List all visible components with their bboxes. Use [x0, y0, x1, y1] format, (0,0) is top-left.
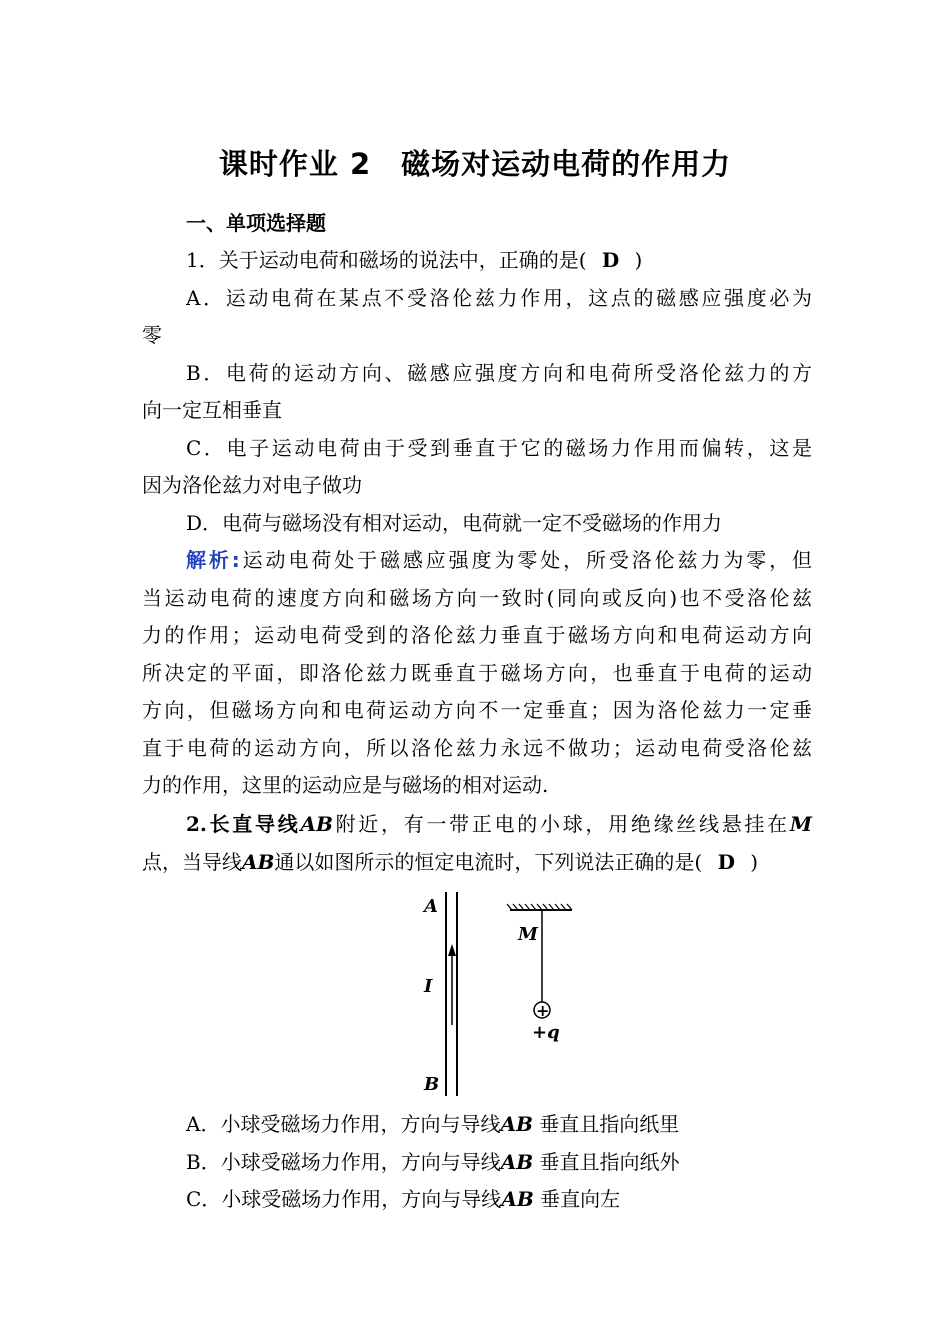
q1-analysis-line6: 直于电荷的运动方向，所以洛伦兹力永远不做功；运动电荷受洛伦兹 — [142, 736, 812, 760]
q1-option-d: D．电荷与磁场没有相对运动，电荷就一定不受磁场的作用力 — [186, 511, 723, 535]
q2-option-a — [186, 1110, 812, 1138]
q1-close: ) — [634, 248, 643, 272]
q2-option-c-ab: AB — [501, 1187, 534, 1211]
q2-option-b — [186, 1148, 812, 1176]
q1-option-a-line2: 零 — [142, 323, 162, 347]
q2-option-a-pre: A．小球受磁场力作用，方向与导线 — [186, 1112, 501, 1136]
q2-m: M — [789, 812, 812, 836]
q1-answer: D — [601, 248, 620, 272]
label-a: A — [424, 896, 438, 917]
q2-close: ) — [750, 850, 759, 874]
q2-stem-text-1: 附近，有一带正电的小球，用绝缘丝线悬挂在 — [332, 812, 790, 836]
q1-analysis-line3: 力的作用；运动电荷受到的洛伦兹力垂直于磁场方向和电荷运动方向 — [142, 623, 812, 647]
q1-option-b-line1: B．电荷的运动方向、磁感应强度方向和电荷所受洛伦兹力的方 — [186, 361, 812, 385]
q2-option-a-post: 垂直且指向纸里 — [539, 1112, 680, 1136]
q1-option-b-line2: 向一定互相垂直 — [142, 398, 282, 422]
q2-option-c — [186, 1185, 812, 1213]
label-q: +q — [532, 1022, 560, 1043]
q1-analysis-line7: 力的作用，这里的运动应是与磁场的相对运动. — [142, 773, 549, 797]
ball-plus-sign: + — [536, 1001, 550, 1020]
q2-stem-text-2b: 通以如图所示的恒定电流时，下列说法正确的是( — [274, 850, 703, 874]
section-heading: 一、单项选择题 — [186, 211, 326, 235]
q1-option-c-line1: C．电子运动电荷由于受到垂直于它的磁场力作用而偏转，这是 — [186, 436, 812, 460]
q1-analysis-line4: 所决定的平面，即洛伦兹力既垂直于磁场方向，也垂直于电荷的运动 — [142, 661, 812, 685]
wire-pendulum-figure — [410, 890, 600, 1100]
q2-number-text: 2.长直导线 — [186, 812, 301, 836]
label-b: B — [424, 1074, 440, 1095]
q1-analysis-line1 — [186, 546, 812, 574]
q2-option-a-ab: AB — [500, 1112, 533, 1136]
q1-option-c-line2: 因为洛伦兹力对电子做功 — [142, 473, 362, 497]
q1-analysis-line5: 方向，但磁场方向和电荷运动方向不一定垂直；因为洛伦兹力一定垂 — [142, 698, 812, 722]
q2-stem-text-2a: 点，当导线 — [142, 850, 242, 874]
q2-stem-line1 — [186, 810, 812, 838]
q1-stem — [186, 246, 812, 274]
q2-option-b-post: 垂直且指向纸外 — [539, 1150, 680, 1174]
label-i: I — [424, 976, 433, 997]
q2-option-c-post: 垂直向左 — [540, 1187, 621, 1211]
q2-answer: D — [717, 850, 735, 874]
analysis-label: 解析: — [186, 548, 240, 572]
q1-option-a-line1: A．运动电荷在某点不受洛伦兹力作用，这点的磁感应强度必为 — [186, 286, 812, 310]
current-arrow-head — [448, 944, 456, 956]
analysis-text-1: 运动电荷处于磁感应强度为零处，所受洛伦兹力为零，但 — [239, 548, 813, 572]
page-title: 课时作业 2 磁场对运动电荷的作用力 — [218, 147, 732, 181]
q1-analysis-line2: 当运动电荷的速度方向和磁场方向一致时(同向或反向)也不受洛伦兹 — [142, 586, 812, 610]
q2-option-b-pre: B．小球受磁场力作用，方向与导线 — [186, 1150, 501, 1174]
q2-ab-2: AB — [242, 850, 275, 874]
q2-stem-line2 — [142, 848, 812, 876]
q1-stem-text: 1．关于运动电荷和磁场的说法中，正确的是( — [186, 248, 587, 272]
label-m: M — [518, 924, 538, 945]
q2-option-c-pre: C．小球受磁场力作用，方向与导线 — [186, 1187, 502, 1211]
q2-option-b-ab: AB — [500, 1150, 534, 1174]
q2-ab-1: AB — [300, 812, 333, 836]
